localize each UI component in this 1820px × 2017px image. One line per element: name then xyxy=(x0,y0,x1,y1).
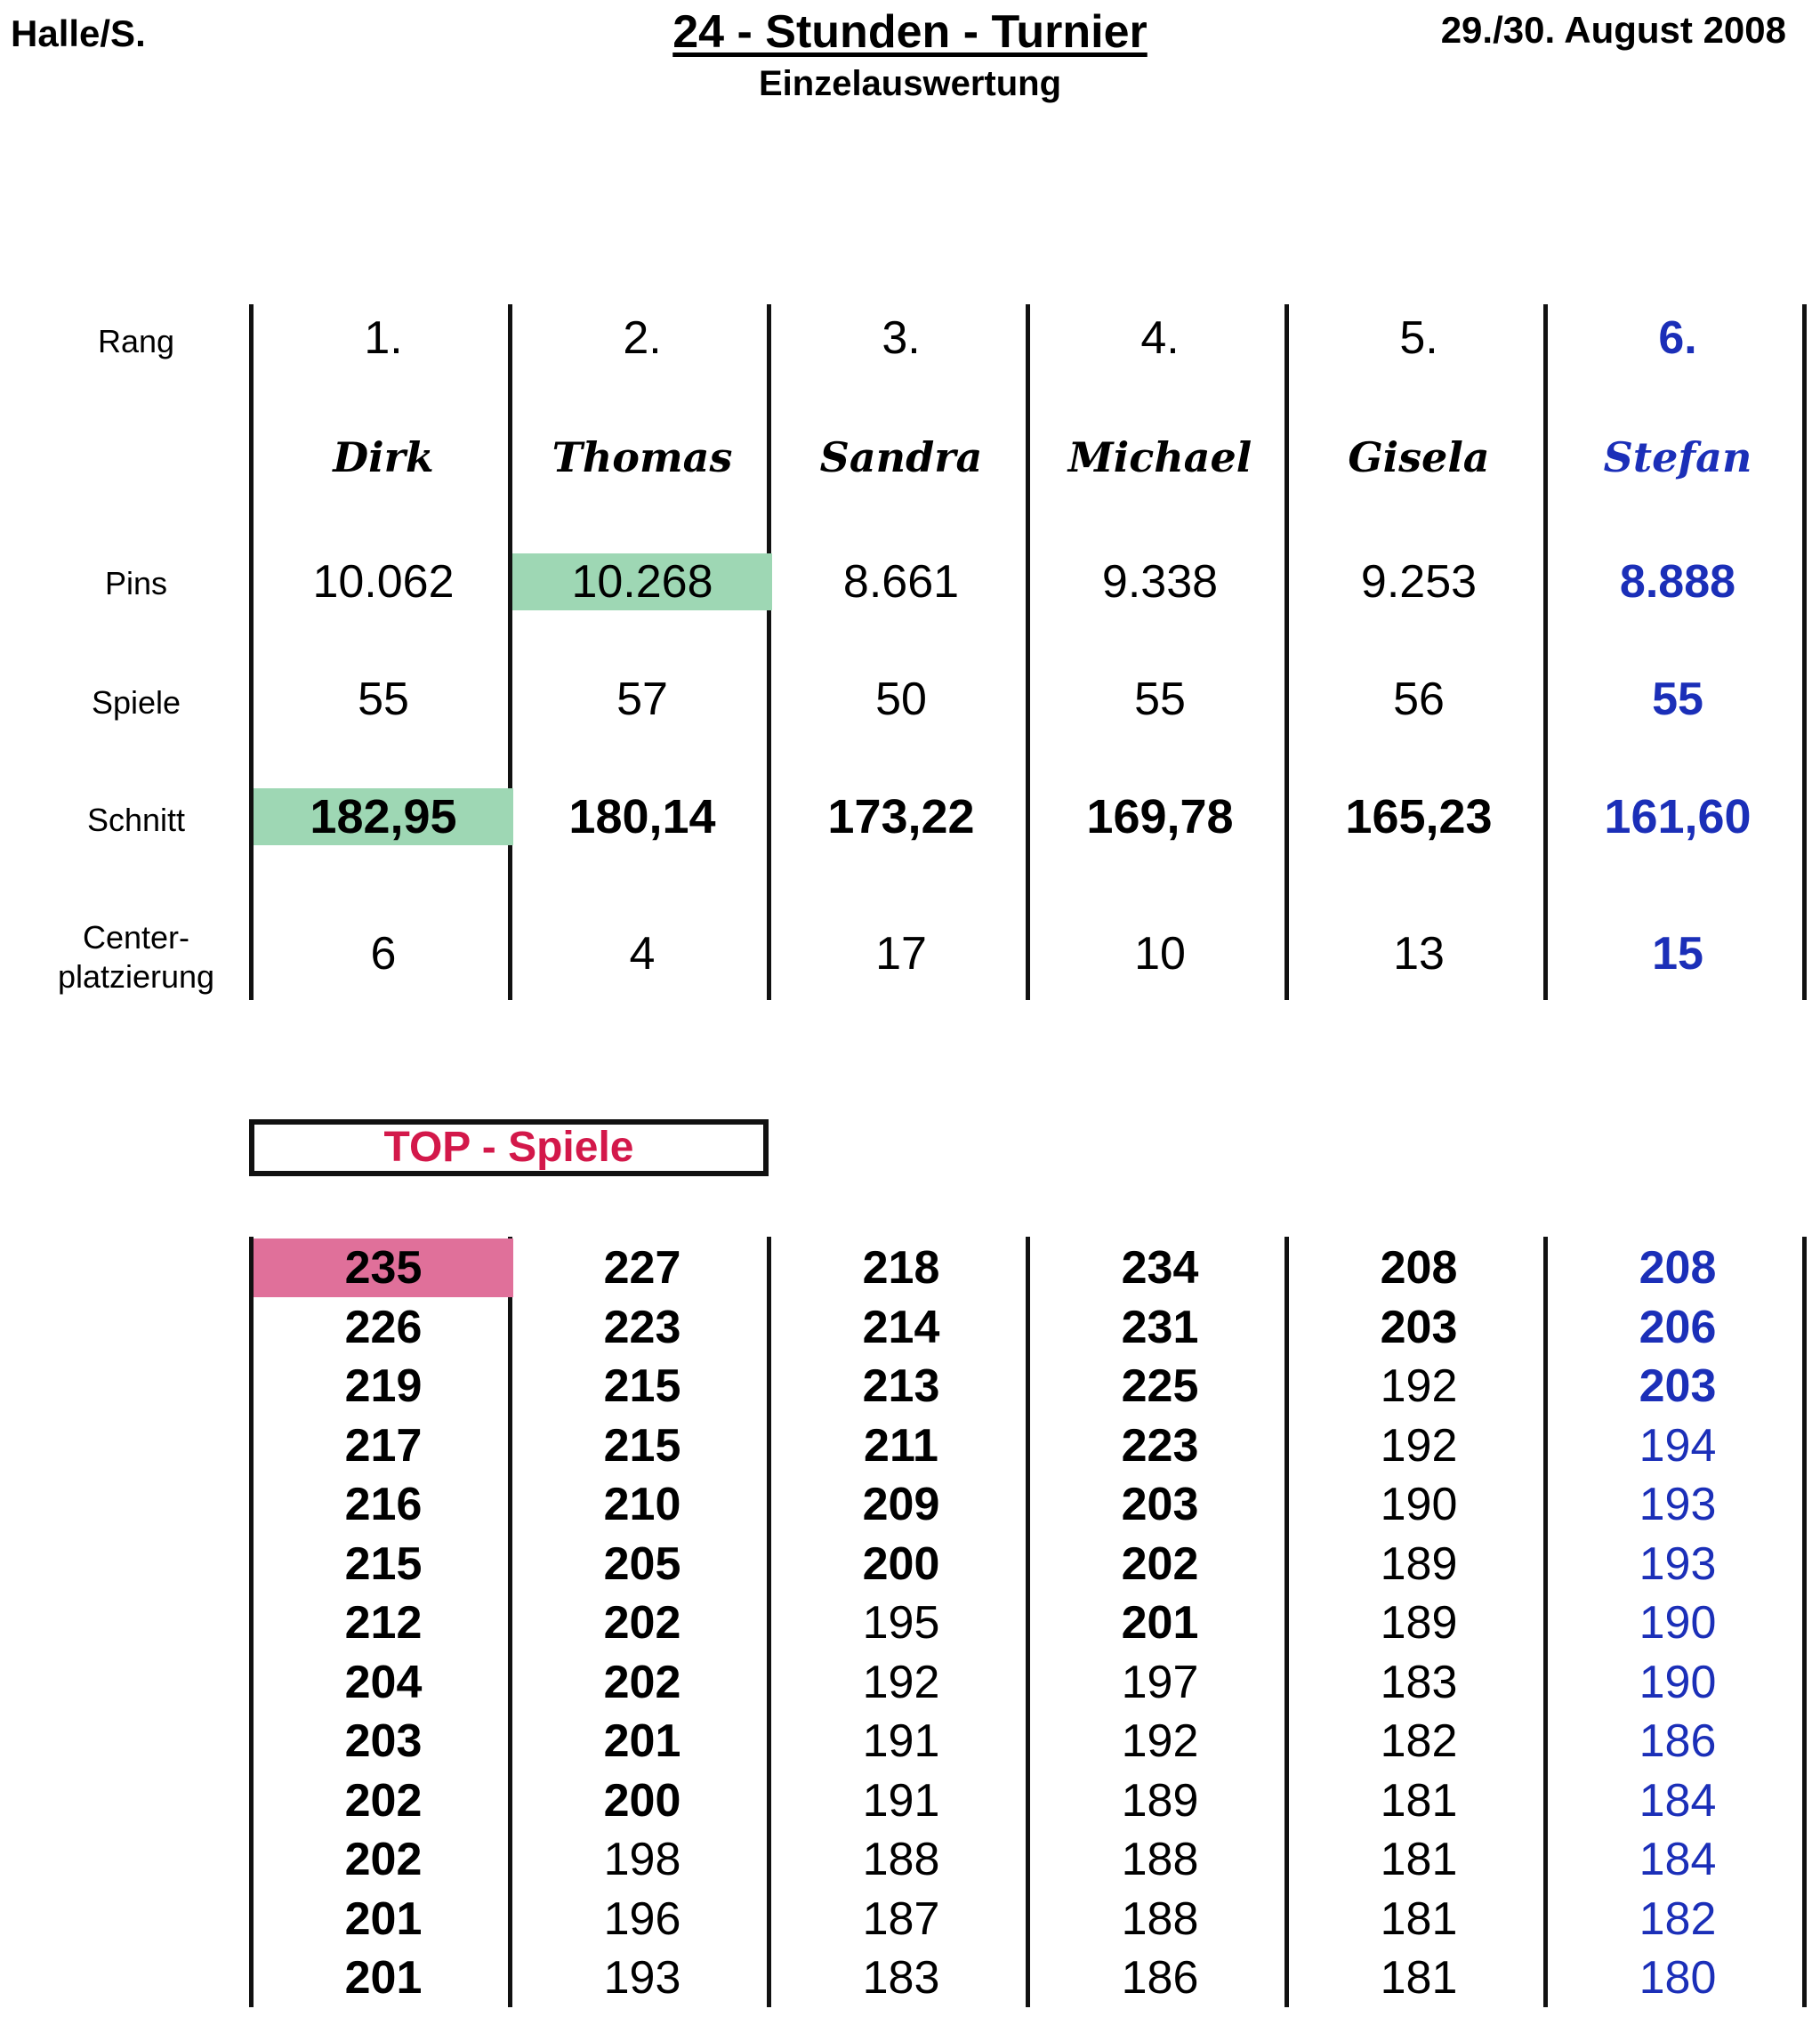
top-game-score: 188 xyxy=(1121,1892,1199,1945)
top-game-score: 192 xyxy=(862,1656,940,1708)
top-game-score: 191 xyxy=(862,1774,940,1827)
top-game-score: 184 xyxy=(1639,1774,1717,1827)
average-cell: 180,14 xyxy=(568,790,716,843)
top-game-score: 214 xyxy=(862,1301,940,1353)
row-label-rank: Rang xyxy=(97,323,175,359)
games-cell: 57 xyxy=(616,674,668,725)
rank-cell: 3. xyxy=(882,312,921,364)
top-game-score: 204 xyxy=(344,1656,423,1708)
column-divider xyxy=(508,304,512,1000)
top-game-score: 203 xyxy=(1380,1301,1458,1353)
top-game-score: 190 xyxy=(1639,1656,1717,1708)
center-placement-cell: 13 xyxy=(1393,928,1445,980)
top-game-score: 202 xyxy=(344,1774,423,1827)
games-cell: 50 xyxy=(875,674,927,725)
player-name: Gisela xyxy=(1348,433,1490,481)
average-cell: 173,22 xyxy=(827,790,975,843)
top-game-score: 192 xyxy=(1380,1419,1458,1472)
top-game-score: 203 xyxy=(1639,1360,1717,1412)
column-divider xyxy=(1026,304,1030,1000)
top-game-score: 202 xyxy=(1121,1537,1199,1590)
top-game-score: 191 xyxy=(862,1715,940,1767)
top-game-score: 201 xyxy=(1121,1597,1199,1649)
player-name: Michael xyxy=(1067,433,1252,481)
rank-cell: 4. xyxy=(1140,312,1180,364)
top-game-score: 200 xyxy=(603,1774,681,1827)
top-game-score: 227 xyxy=(603,1242,681,1294)
rank-cell: 6. xyxy=(1658,312,1697,364)
top-game-score: 183 xyxy=(1380,1656,1458,1708)
row-label-games: Spiele xyxy=(91,684,181,721)
center-placement-cell: 15 xyxy=(1652,928,1703,980)
top-game-score: 189 xyxy=(1380,1537,1458,1590)
top-game-score: 209 xyxy=(862,1479,940,1530)
top-game-score: 190 xyxy=(1639,1597,1717,1649)
top-game-score: 234 xyxy=(1121,1242,1199,1294)
top-game-score: 206 xyxy=(1639,1301,1717,1353)
top-game-score: 188 xyxy=(1121,1834,1199,1885)
top-game-score: 208 xyxy=(1380,1242,1458,1294)
average-cell: 182,95 xyxy=(254,788,513,845)
top-game-score: 225 xyxy=(1121,1360,1199,1412)
top-game-score: 215 xyxy=(603,1419,681,1472)
top-game-score: 186 xyxy=(1639,1715,1717,1767)
row-label-average: Schnitt xyxy=(86,802,186,838)
top-game-score: 183 xyxy=(862,1952,940,2004)
top-game-score: 215 xyxy=(603,1360,681,1412)
top-game-score: 208 xyxy=(1639,1242,1717,1294)
pins-cell: 10.268 xyxy=(512,553,772,610)
top-game-score: 184 xyxy=(1639,1834,1717,1885)
top-game-score: 192 xyxy=(1380,1360,1458,1412)
average-cell: 161,60 xyxy=(1604,790,1752,843)
top-game-score: 217 xyxy=(344,1419,423,1472)
top-games-label: TOP - Spiele xyxy=(249,1119,769,1176)
top-game-score: 190 xyxy=(1380,1479,1458,1530)
column-divider xyxy=(1543,304,1548,1000)
rank-cell: 1. xyxy=(364,312,403,364)
top-game-score: 201 xyxy=(344,1952,423,2004)
top-game-score: 180 xyxy=(1639,1952,1717,2004)
center-placement-cell: 6 xyxy=(370,928,397,980)
column-divider xyxy=(249,304,254,1000)
top-game-score: 193 xyxy=(603,1952,681,2004)
top-game-score: 211 xyxy=(864,1419,938,1472)
top-game-score: 197 xyxy=(1121,1656,1199,1708)
top-game-score: 203 xyxy=(1121,1479,1199,1530)
top-game-score: 189 xyxy=(1121,1774,1199,1827)
top-game-score: 223 xyxy=(603,1301,681,1353)
games-cell: 55 xyxy=(358,674,409,725)
player-name: Sandra xyxy=(819,433,983,481)
top-game-score: 195 xyxy=(862,1597,940,1649)
average-cell: 165,23 xyxy=(1345,790,1493,843)
player-name: Stefan xyxy=(1603,433,1752,481)
column-divider xyxy=(1284,304,1289,1000)
top-game-score: 219 xyxy=(344,1360,423,1412)
page-title: 24 - Stunden - Turnier xyxy=(672,6,1148,58)
top-game-score: 202 xyxy=(603,1597,681,1649)
top-game-score: 192 xyxy=(1121,1715,1199,1767)
top-game-score: 213 xyxy=(862,1360,940,1412)
column-divider xyxy=(1802,304,1807,1000)
column-divider xyxy=(767,304,771,1000)
player-name: Dirk xyxy=(333,433,434,481)
rank-cell: 2. xyxy=(623,312,662,364)
rank-cell: 5. xyxy=(1399,312,1438,364)
top-game-score: 189 xyxy=(1380,1597,1458,1649)
player-name: Thomas xyxy=(552,433,733,481)
top-game-score: 193 xyxy=(1639,1537,1717,1590)
row-label-center-placement: Center- platzierung xyxy=(57,919,215,995)
pins-cell: 8.661 xyxy=(842,556,960,608)
top-game-score: 203 xyxy=(344,1715,423,1767)
top-game-score: 218 xyxy=(862,1242,940,1294)
games-cell: 56 xyxy=(1393,674,1445,725)
pins-cell: 10.062 xyxy=(312,556,455,608)
pins-cell: 9.253 xyxy=(1360,556,1478,608)
top-game-score: 226 xyxy=(344,1301,423,1353)
top-game-score: 212 xyxy=(344,1597,423,1649)
center-placement-cell: 4 xyxy=(629,928,656,980)
top-game-score: 223 xyxy=(1121,1419,1199,1472)
top-game-score: 231 xyxy=(1121,1301,1199,1353)
top-game-score: 182 xyxy=(1380,1715,1458,1767)
top-game-score: 202 xyxy=(603,1656,681,1708)
top-game-score: 216 xyxy=(344,1479,423,1530)
games-cell: 55 xyxy=(1652,674,1703,725)
top-game-score: 202 xyxy=(344,1834,423,1885)
top-game-score: 181 xyxy=(1380,1952,1458,2004)
event-date: 29./30. August 2008 xyxy=(1440,9,1786,51)
top-game-score: 235 xyxy=(254,1238,513,1297)
top-game-score: 196 xyxy=(603,1892,681,1945)
center-placement-cell: 17 xyxy=(875,928,927,980)
average-cell: 169,78 xyxy=(1086,790,1234,843)
top-game-score: 194 xyxy=(1639,1419,1717,1472)
location: Halle/S. xyxy=(11,12,146,54)
top-game-score: 187 xyxy=(862,1892,940,1945)
pins-cell: 9.338 xyxy=(1101,556,1219,608)
top-game-score: 200 xyxy=(862,1537,940,1590)
top-game-score: 201 xyxy=(603,1715,681,1767)
top-game-score: 215 xyxy=(344,1537,423,1590)
games-cell: 55 xyxy=(1134,674,1186,725)
top-game-score: 188 xyxy=(862,1834,940,1885)
page-subtitle: Einzelauswertung xyxy=(758,64,1062,103)
top-game-score: 182 xyxy=(1639,1892,1717,1945)
top-game-score: 210 xyxy=(603,1479,681,1530)
center-placement-cell: 10 xyxy=(1134,928,1186,980)
top-game-score: 186 xyxy=(1121,1952,1199,2004)
row-label-pins: Pins xyxy=(104,565,168,601)
pins-cell: 8.888 xyxy=(1619,556,1736,608)
top-game-score: 201 xyxy=(344,1892,423,1945)
top-game-score: 205 xyxy=(603,1537,681,1590)
top-game-score: 181 xyxy=(1380,1774,1458,1827)
top-game-score: 181 xyxy=(1380,1834,1458,1885)
top-game-score: 181 xyxy=(1380,1892,1458,1945)
top-game-score: 193 xyxy=(1639,1479,1717,1530)
top-game-score: 198 xyxy=(603,1834,681,1885)
